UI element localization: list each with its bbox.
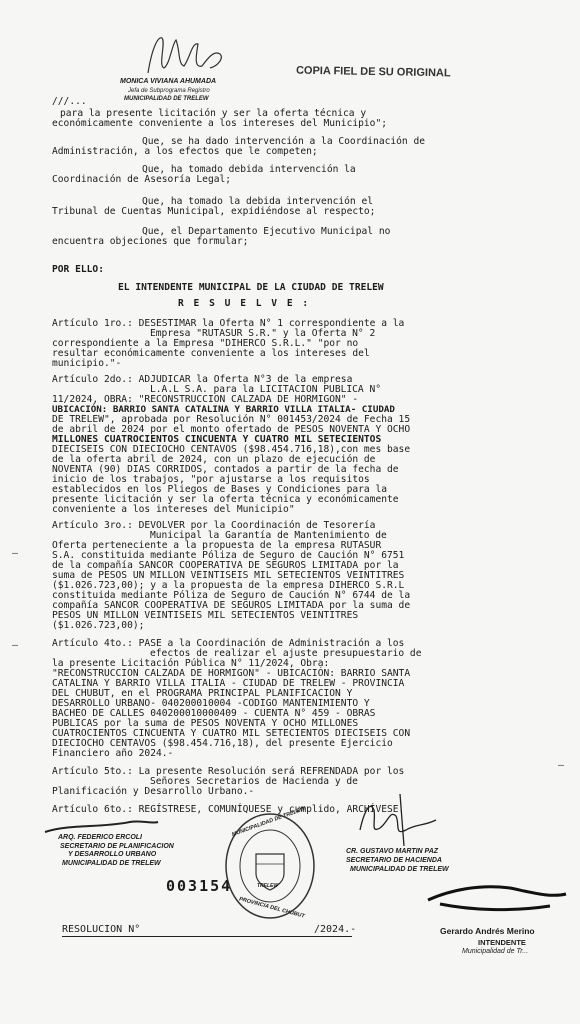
- art3-line-11: ($1.026.723,00);: [52, 620, 145, 631]
- continuation-mark: ///...: [52, 96, 87, 107]
- art2-line-4: UBICACIÓN: BARRIO SANTA CATALINA Y BARRIO VILLA ITALIA- CIUDAD: [52, 404, 395, 415]
- art4-line-12: Financiero año 2024.-: [52, 748, 174, 759]
- signature-right: [340, 790, 450, 850]
- margin-tick-2: —: [12, 640, 19, 651]
- para-3-line-1: Que, ha tomado debida intervención la: [142, 164, 356, 175]
- seal-text-bottom: PROVINCIA DEL CHUBUT: [238, 896, 306, 920]
- para-2-line-1: Que, se ha dado intervención a la Coordinación de: [142, 136, 426, 147]
- art1-line-1: Artículo 1ro.: DESESTIMAR la Oferta N° 1 correspondiente a la: [52, 318, 405, 329]
- para-4-line-2: Tribunal de Cuentas Municipal, expidiéndose al respecto;: [52, 206, 376, 217]
- para-1-line-2: económicamente conveniente a los intereses del Municipio";: [52, 118, 388, 129]
- art3-line-2: Municipal la Garantía de Mantenimiento de: [150, 530, 387, 541]
- art3-line-1: Artículo 3ro.: DEVOLVER por la Coordinación de Tesorería: [52, 520, 376, 531]
- art4-line-2: efectos de realizar el ajuste presupuestario de: [150, 648, 422, 659]
- art5-line-3: Planificación y Desarrollo Urbano.-: [52, 786, 255, 797]
- para-2-line-2: Administración, a los efectos que le competen;: [52, 146, 318, 157]
- por-ello: POR ELLO:: [52, 264, 104, 275]
- sig-right-name: CR. GUSTAVO MARTIN PAZ: [346, 848, 439, 855]
- copy-stamp: COPIA FIEL DE SU ORIGINAL: [295, 64, 451, 80]
- signer-top-org: MUNICIPALIDAD DE TRELEW: [124, 96, 209, 102]
- art3-line-4: S.A. constituida mediante Póliza de Seguro de Caución N° 6751: [52, 550, 405, 561]
- seal-text-top: MUNICIPALIDAD DE TRELEW: [231, 805, 307, 839]
- art2-line-2: L.A.L S.A. para la LICITACION PUBLICA N°: [150, 384, 382, 395]
- art4-line-1: Artículo 4to.: PASE a la Coordinación de Administración a los: [52, 638, 405, 649]
- art4-line-8: BACHEO DE CALLES 040200010000409 - CUENTA N° 459 - OBRAS: [52, 708, 376, 719]
- resolucion-label: RESOLUCION N°: [62, 924, 141, 935]
- art2-line-7: MILLONES CUATROCIENTOS CINCUENTA Y CUATRO MIL SETECIENTOS: [52, 434, 382, 445]
- art4-line-11: DIECIOCHO CENTAVOS ($98.454.716,18), del presente Ejercicio: [52, 738, 393, 749]
- signature-top: [140, 28, 235, 83]
- margin-tick-1: —: [12, 548, 19, 559]
- art4-line-10: CUATROCIENTOS CINCUENTA Y CUATRO MIL SETECIENTOS DIECISEIS CON: [52, 728, 411, 739]
- para-4-line-1: Que, ha tomado la debida intervención el: [142, 196, 374, 207]
- intendente-title: INTENDENTE: [478, 938, 526, 947]
- art3-line-8: constituida mediante Póliza de Seguro de Caución N° 6744 de la: [52, 590, 411, 601]
- art3-line-10: PESOS UN MILLON VEINTISEIS MIL SETECIENTOS VEINTITRES: [52, 610, 359, 621]
- para-1-line-1: para la presente licitación y ser la oferta técnica y: [60, 108, 367, 119]
- intendente-name: Gerardo Andrés Merino: [440, 926, 535, 936]
- art3-line-9: compañía SANCOR COOPERATIVA DE SEGUROS LIMITADA por la suma de: [52, 600, 411, 611]
- art2-line-5: DE TRELEW", aprobada por Resolución N° 001453/2024 de Fecha 15: [52, 414, 411, 425]
- sig-left-role-1: SECRETARIO DE PLANIFICACION: [60, 843, 174, 850]
- sig-left-org: MUNICIPALIDAD DE TRELEW: [62, 860, 161, 867]
- art2-line-9: de la oferta abril de 2024, con un plazo de ejecución de: [52, 454, 376, 465]
- art3-line-6: suma de PESOS UN MILLON VEINTISEIS MIL SETECIENTOS VEINTITRES: [52, 570, 405, 581]
- resuelve-heading: R E S U E L V E :: [178, 298, 311, 309]
- art4-line-9: PUBLICAS por la suma de PESOS NOVENTA Y OCHO MILLONES: [52, 718, 359, 729]
- art1-line-5: municipio."-: [52, 358, 122, 369]
- sig-right-org: MUNICIPALIDAD DE TRELEW: [350, 866, 449, 873]
- signer-top-name: MONICA VIVIANA AHUMADA: [120, 78, 217, 85]
- art4-line-5: CATALINA Y BARRIO VILLA ITALIA - CIUDAD DE TRELEW - PROVINCIA: [52, 678, 405, 689]
- art1-line-2: Empresa "RUTASUR S.R." y la Oferta N° 2: [150, 328, 376, 339]
- seal-text-center: TRELEW: [257, 883, 279, 889]
- art5-line-2: Señores Secretarios de Hacienda y de: [150, 776, 358, 787]
- art2-line-8: DIECISEIS CON DIECIOCHO CENTAVOS ($98.454.716,18),con mes base: [52, 444, 411, 455]
- sig-right-role: SECRETARIO DE HACIENDA: [346, 857, 442, 864]
- art2-line-6: de abril de 2024 por el monto ofertado de PESOS NOVENTA Y OCHO: [52, 424, 411, 435]
- para-5-line-1: Que, el Departamento Ejecutivo Municipal no: [142, 226, 391, 237]
- number-stamp: 003154: [166, 877, 233, 895]
- art2-line-12: establecidos en los Pliegos de Bases y Condiciones para la: [52, 484, 388, 495]
- art2-line-13: presente licitación y ser la oferta técnica y económicamente: [52, 494, 399, 505]
- art2-line-10: NOVENTA (90) DIAS CORRIDOS, contados a partir de la fecha de: [52, 464, 399, 475]
- art3-line-7: ($1.026.723,00); y a la propuesta de la empresa DIHERCO S.R.L: [52, 580, 405, 591]
- art1-line-4: resultar económicamente conveniente a los intereses del: [52, 348, 370, 359]
- art3-line-5: de la compañía SANCOR COOPERATIVA DE SEGUROS LIMITADA por la: [52, 560, 399, 571]
- resolucion-year: /2024.-: [314, 924, 357, 935]
- sig-left-name: ARQ. FEDERICO ERCOLI: [58, 834, 143, 841]
- art4-line-6: DEL CHUBUT, en el PROGRAMA PRINCIPAL PLANIFICACION Y: [52, 688, 353, 699]
- art4-line-4: "RECONSTRUCCION CALZADA DE HORMIGON" - UBICACIÓN: BARRIO SANTA: [52, 668, 411, 679]
- sig-left-role-2: Y DESARROLLO URBANO: [68, 851, 157, 858]
- art2-line-3: 11/2024, OBRA: "RECONSTRUCCION CALZADA DE HORMIGON" -: [52, 394, 359, 405]
- art3-line-3: Oferta perteneciente a la propuesta de la empresa RUTASUR: [52, 540, 382, 551]
- para-3-line-2: Coordinación de Asesoría Legal;: [52, 174, 232, 185]
- art6-line: Artículo 6to.: REGÍSTRESE, COMUNÍQUESE y cumplido, ARCHÍVESE.: [52, 804, 405, 815]
- art4-line-3: la presente Licitación Pública N° 11/2024, Obra:: [52, 658, 330, 669]
- art4-line-7: DESARROLLO URBANO- 040200010004 -CODIGO MANTENIMIENTO Y: [52, 698, 370, 709]
- art2-line-11: inicio de los trabajos, "por ajustarse a los requisitos: [52, 474, 370, 485]
- art5-line-1: Artículo 5to.: La presente Resolución será REFRENDADA por los: [52, 766, 405, 777]
- art2-line-1: Artículo 2do.: ADJUDICAR la Oferta N°3 de la empresa: [52, 374, 353, 385]
- margin-tick-3: —: [558, 760, 565, 771]
- art1-line-3: correspondiente a la Empresa "DIHERCO S.R.L." "por no: [52, 338, 359, 349]
- resolucion-underline: [62, 936, 352, 937]
- signature-intendente: [420, 870, 570, 920]
- intendente-org: Municipalidad de Tr...: [462, 948, 529, 955]
- art2-line-14: conveniente a los intereses del Municipio": [52, 504, 295, 515]
- para-5-line-2: encuentra objeciones que formular;: [52, 236, 249, 247]
- signer-top-role: Jefa de Subprograma Registro: [128, 88, 210, 94]
- intendente-heading: EL INTENDENTE MUNICIPAL DE LA CIUDAD DE TRELEW: [118, 282, 384, 293]
